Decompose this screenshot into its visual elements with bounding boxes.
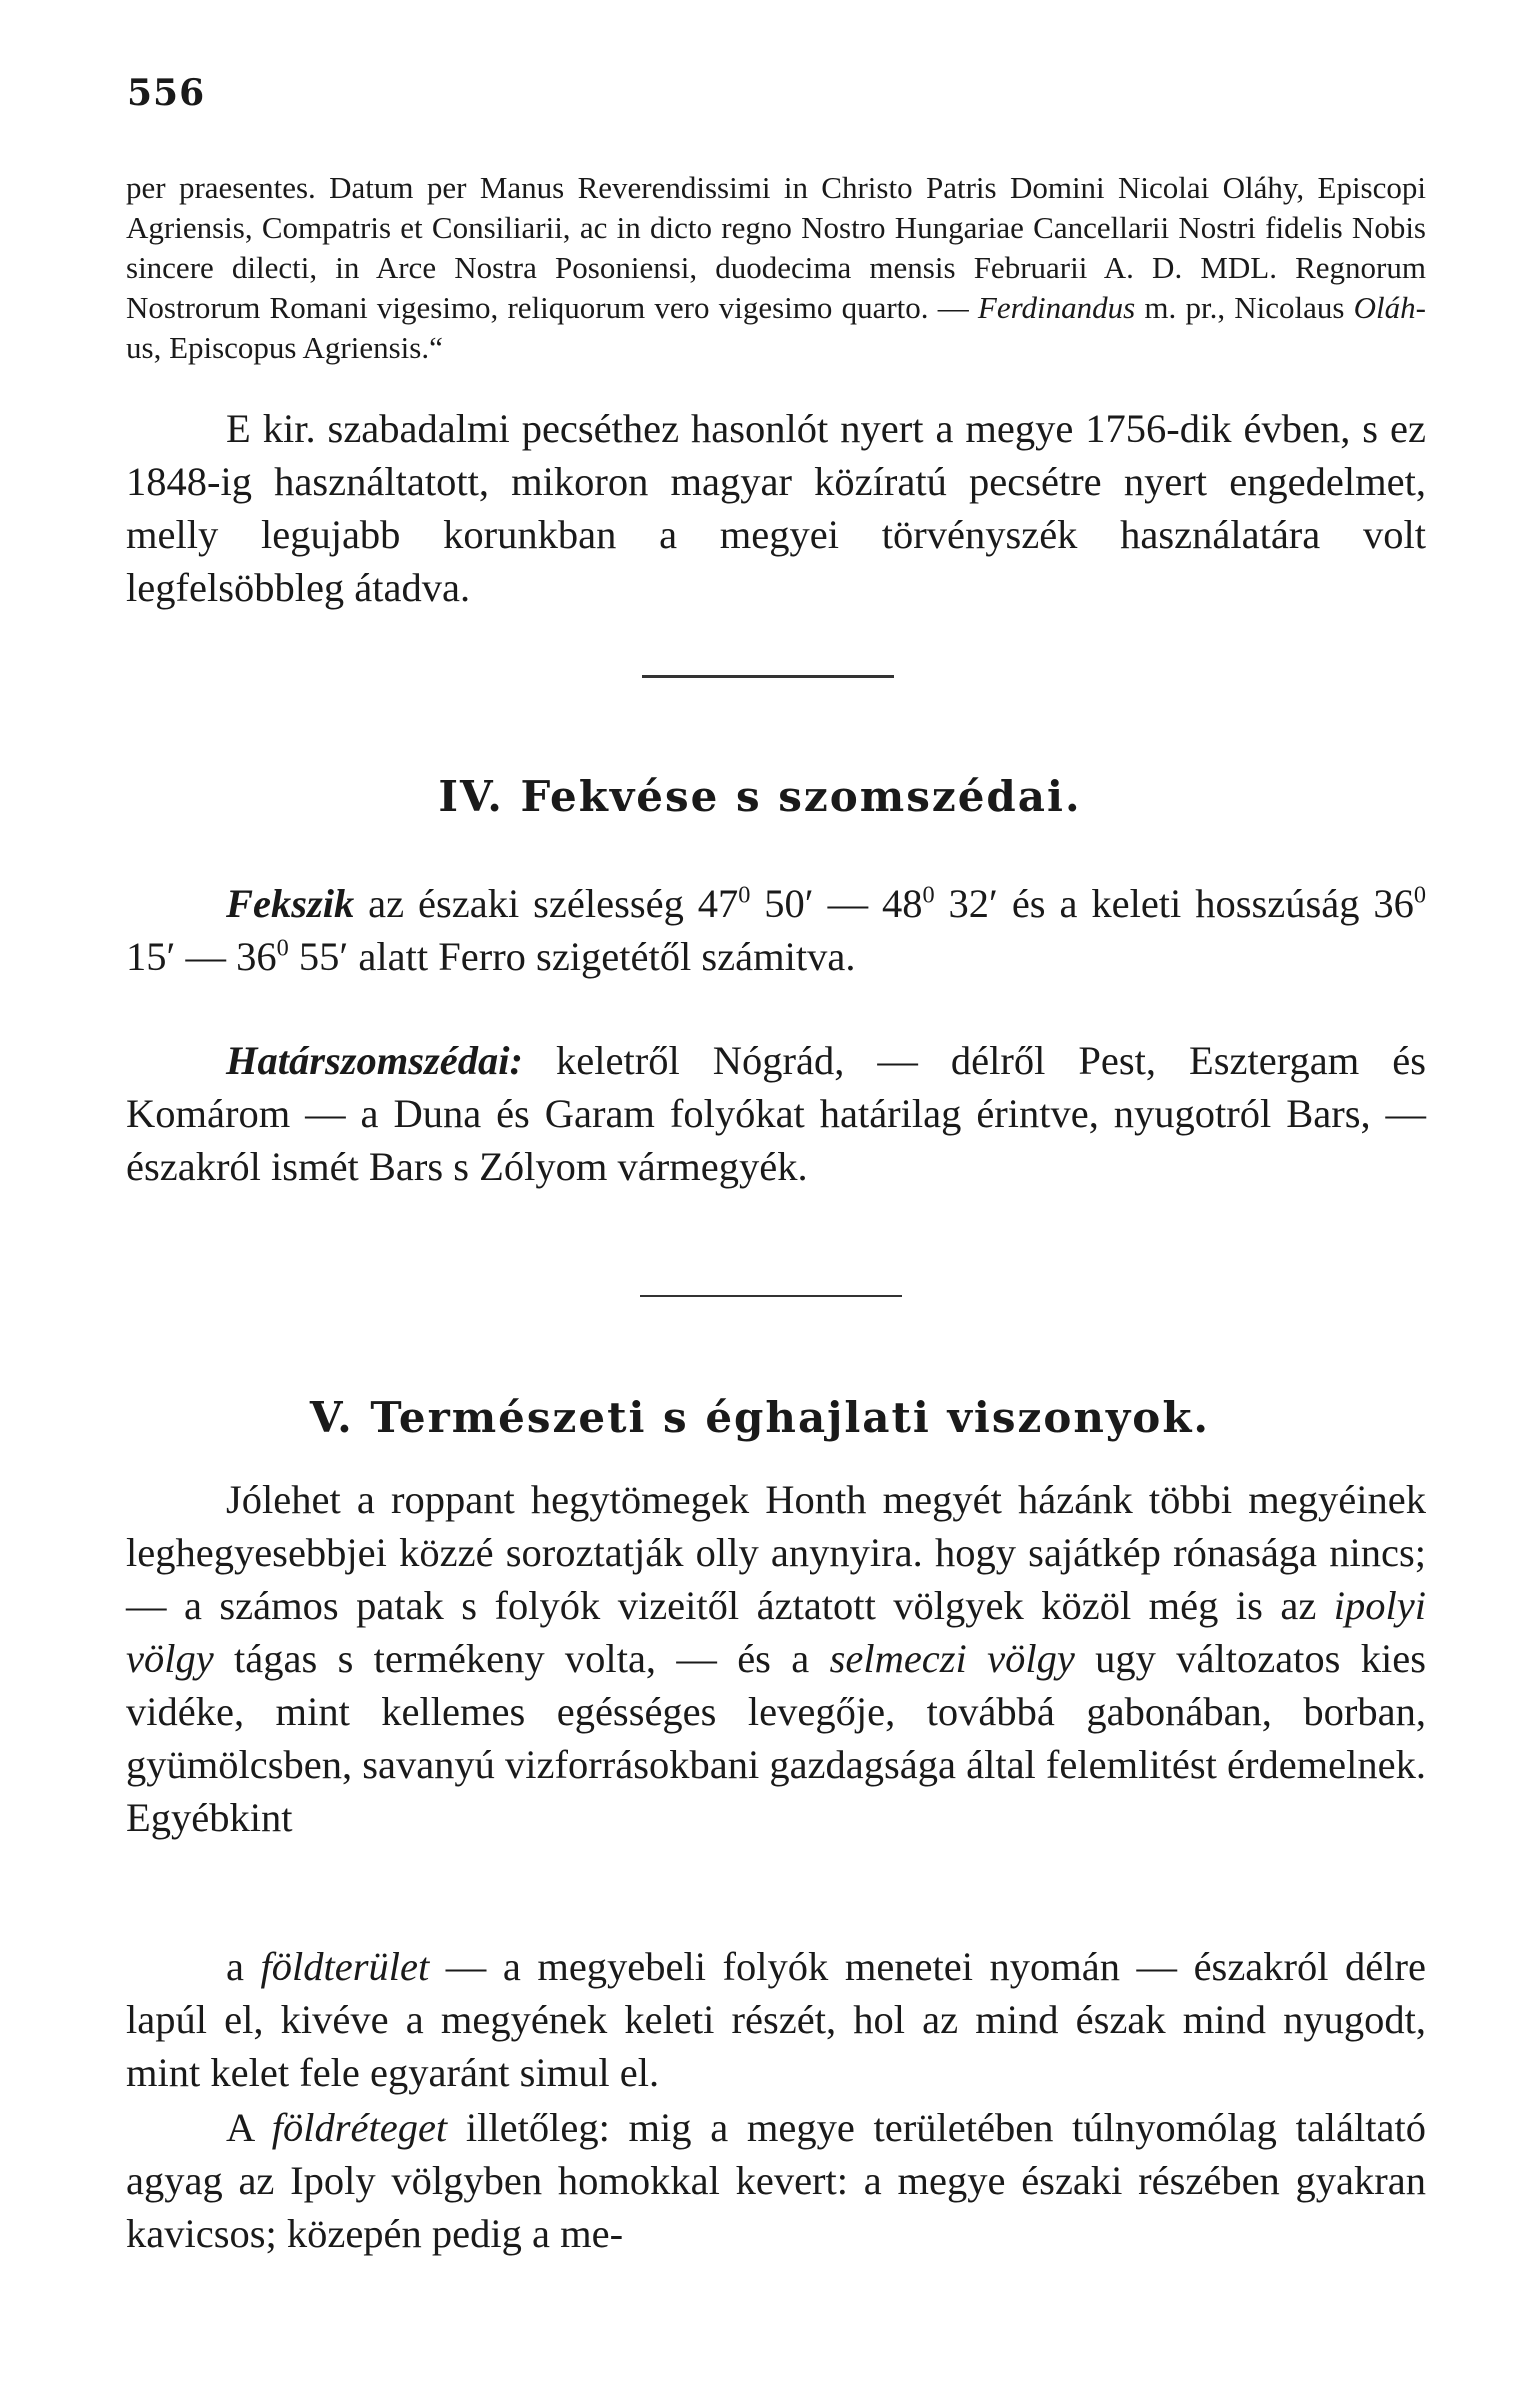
quote-text: per praesentes. Datum per Manus Reverendissimi in Christo Patris Domini Nicolai Oláhy, Episcopi Agriensis, Compatris et Consiliarii, ac in dicto regno Nostro Hungariae Cancellarii Nostri fidelis Nobis sincere dilecti, in Arce Nostra Posoniensi, duodecima mensis Februarii A. D. MDL. Regnorum Nostrorum Romani vigesimo, reliquorum vero vigesimo quarto. — [126, 170, 1426, 325]
term-hatarszomszedai: Határszomszédai: [226, 1038, 524, 1083]
quote-name-ferdinandus: Ferdinandus [977, 290, 1136, 325]
term-fekszik: Fekszik [226, 881, 355, 926]
term-selmeczi-volgy: selmeczi völgy [829, 1636, 1075, 1681]
section-divider [640, 1295, 902, 1297]
latin-quote-paragraph [126, 168, 1426, 368]
section-divider [642, 675, 894, 678]
location-paragraph: Fekszik az északi szélesség $47^0$ 50′ — $48^0$ 32′ és a keleti hosszúság $36^0$ 15′ — $36^0$ 55′ alatt Ferro szigetétől számitva. [126, 881, 1427, 979]
term-foldreteget: földréteget [271, 2105, 448, 2150]
neighbours-paragraph: Határszomszédai: keletről Nógrád, — délről Pest, Esztergam és Komárom — a Duna és Garam folyókat határilag érintve, nyugotról Bars, — északról ismét Bars s Zólyom vármegyék. [126, 1038, 1426, 1189]
land-paragraph: a földterület — a megyebeli folyók menetei nyomán — északról délre lapúl el, kivéve a megyének keleti részét, hol az mind észak mind nyugodt, mint kelet fele egyaránt simul el. [126, 1944, 1426, 2095]
term-foldterulet: földterület [260, 1944, 430, 1989]
seal-paragraph: E kir. szabadalmi pecséthez hasonlót nyert a megye 1756-dik évben, s ez 1848-ig használtatott, mikoron magyar közíratú pecsétre nyert engedelmet, melly legujabb korunkban a megyei törvényszék használatára volt legfelsöbbleg átadva. [126, 406, 1426, 610]
quote-text: -us, Episcopus Agriensis.“ [126, 290, 1426, 365]
terrain-paragraph: Jólehet a roppant hegytömegek Honth megyét házánk többi megyéinek leghegyesebbjei közzé soroztatják olly anynyira. hogy sajátkép rónasága nincs; — a számos patak s folyók vizeitől áztatott völgyek közöl még is az ipolyi völgy tágas s termékeny volta, — és a selmeczi völgy ugy változatos kies vidéke, mint kellemes egésséges levegője, továbbá gabonában, borban, gyümölcsben, savanyú vizforrásokbani gazdagsága által felemlitést érdemelnek. Egyébkint [126, 1477, 1427, 1840]
page-number: 556 [127, 72, 206, 114]
section-heading-v: V. Természeti s éghajlati viszonyok. [309, 1393, 1211, 1442]
soil-paragraph: A földréteget illetőleg: mig a megye területében túlnyomólag találtató agyag az Ipoly völgyben homokkal kevert: a megye északi részében gyakran kavicsos; közepén pedig a me- [126, 2105, 1427, 2256]
term-ipolyi-volgy: ipolyi völgy [126, 1583, 1426, 1681]
quote-name-olah: Oláh [1353, 290, 1416, 325]
section-heading-iv: IV. Fekvése s szomszédai. [438, 772, 1082, 821]
quote-text: m. pr., Nicolaus [1135, 290, 1354, 325]
